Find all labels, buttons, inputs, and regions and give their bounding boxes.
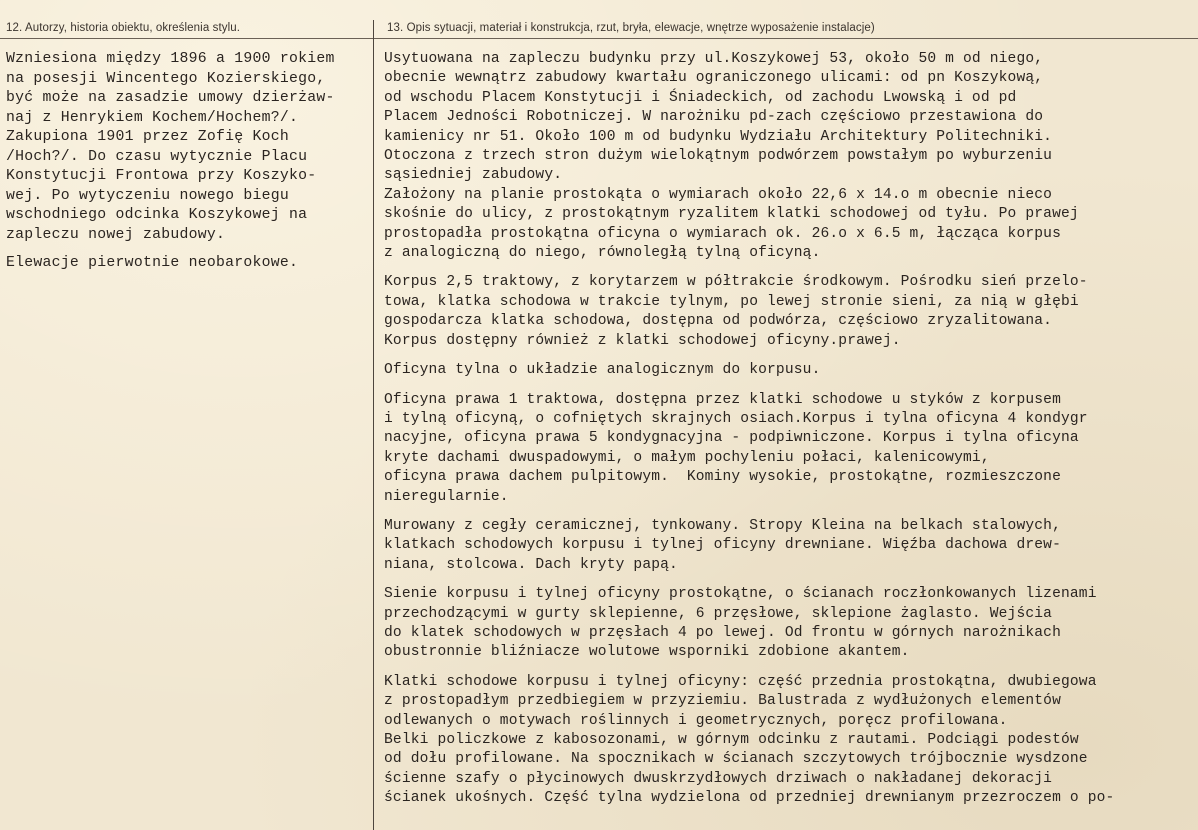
header-divider <box>0 38 1198 39</box>
text-line: z analogiczną do niego, równoległą tylną oficyną. <box>384 245 821 262</box>
text-line: towa, klatka schodowa w trakcie tylnym, po lewej stronie sieni, za nią w głębi <box>384 293 1079 310</box>
left-column <box>6 50 376 274</box>
text-line: kryte dachami dwuspadowymi, o małym pochyleniu połaci, kalenicowymi, <box>384 449 990 466</box>
text-line: nacyjne, oficyna prawa 5 kondygnacyjna - podpiwniczone. Korpus i tylna oficyna <box>384 430 1079 447</box>
text-line: do klatek schodowych w przęsłach 4 po lewej. Od frontu w górnych narożnikach <box>384 624 1061 641</box>
text-line: Belki policzkowe z kabosozonami, w górnym odcinku z rautami. Podciągi podestów <box>384 732 1079 748</box>
right-column <box>384 50 1196 819</box>
text-line: Korpus 2,5 traktowy, z korytarzem w półtrakcie środkowym. Pośrodku sień przelo- <box>384 274 1088 291</box>
text-line: Zakupiona 1901 przez Zofię Koch <box>6 129 290 145</box>
text-line: Oficyna tylna o układzie analogicznym do korpusu. <box>384 362 821 379</box>
text-line: naj z Henrykiem Kochem/Hochem?/. <box>6 109 299 126</box>
style-paragraph <box>6 254 376 274</box>
hallways-paragraph <box>384 585 1196 663</box>
text-line: i tylną oficyną, o cofniętych skrajnych osiach.Korpus i tylna oficyna 4 kondygr <box>384 410 1088 427</box>
text-line: Wzniesiona między 1896 a 1900 rokiem <box>6 51 335 67</box>
text-line: Założony na planie prostokąta o wymiarach około 22,6 x 14.o m obecnie nieco <box>384 186 1053 203</box>
text-line: odlewanych o motywach roślinnych i geometrycznych, poręcz profilowana. <box>384 712 1008 729</box>
right-column-header: 13. Opis sytuacji, materiał i konstrukcja, rzut, bryła, elewacje, wnętrze wyposażenie instalacje) <box>387 22 875 34</box>
location-paragraph <box>384 50 1196 263</box>
staircases-paragraph <box>384 673 1196 809</box>
text-line: /Hoch?/. Do czasu wytycznie Placu <box>6 148 308 165</box>
construction-paragraph <box>384 517 1196 575</box>
right-wing-paragraph <box>384 391 1196 507</box>
text-line: z prostopadłym przedbiegiem w przyziemiu. Balustrada z wydłużonych elementów <box>384 693 1061 710</box>
text-line: nieregularnie. <box>384 488 509 505</box>
text-line: skośnie do ulicy, z prostokątnym ryzalitem klatki schodowej od tyłu. Po prawej <box>384 206 1079 223</box>
text-line: kamienicy nr 51. Około 100 m od budynku Wydziału Architektury Politechniki. <box>384 128 1053 145</box>
text-line: od dołu profilowane. Na spocznikach w ścianach szczytowych trójbocznie wysdzone <box>384 751 1088 768</box>
text-line: prostopadła prostokątna oficyna o wymiarach ok. 26.o x 6.5 m, łącząca korpus <box>384 225 1061 242</box>
text-line: ścianek ukośnych. Część tylna wydzielona od przedniej drewnianym przezroczem o po- <box>384 790 1115 807</box>
text-line: klatkach schodowych korpusu i tylnej oficyny drewniane. Więźba dachowa drew- <box>384 537 1061 554</box>
text-line: oficyna prawa dachem pulpitowym. Kominy wysokie, prostokątne, rozmieszczone <box>384 469 1061 486</box>
text-line: Sienie korpusu i tylnej oficyny prostokątne, o ścianach roczłonkowanych lizenami <box>384 586 1097 603</box>
text-line: Korpus dostępny również z klatki schodowej oficyny.prawej. <box>384 332 901 349</box>
text-line: Konstytucji Frontowa przy Koszyko- <box>6 168 317 184</box>
text-line: Otoczona z trzech stron dużym wielokątnym podwórzem powstałym po wyburzeniu <box>384 148 1053 165</box>
text-line: Elewacje pierwotnie neobarokowe. <box>6 255 299 271</box>
history-paragraph <box>6 50 376 245</box>
left-column-header: 12. Autorzy, historia obiektu, określenia stylu. <box>6 22 241 34</box>
text-line: na posesji Wincentego Kozierskiego, <box>6 70 326 87</box>
text-line: niana, stolcowa. Dach kryty papą. <box>384 556 678 573</box>
text-line: Murowany z cegły ceramicznej, tynkowany. Stropy Kleina na belkach stalowych, <box>384 517 1061 534</box>
text-line: wej. Po wytyczeniu nowego biegu <box>6 187 290 204</box>
text-line: przechodzącymi w gurty sklepienne, 6 przęsłowe, sklepione żaglasto. Wejścia <box>384 605 1053 622</box>
text-line: obustronnie bliźniacze wolutowe wsporniki zdobione akantem. <box>384 644 910 661</box>
text-line: być może na zasadzie umowy dzierżaw- <box>6 90 335 106</box>
text-line: sąsiedniej zabudowy. <box>384 167 563 184</box>
text-line: od wschodu Placem Konstytucji i Śniadeckich, od zachodu Lwowską i od pd <box>384 89 1017 106</box>
text-line: obecnie wewnątrz zabudowy kwartału ograniczonego ulicami: od pn Koszykową, <box>384 70 1044 87</box>
layout-paragraph <box>384 273 1196 351</box>
rear-wing-paragraph <box>384 361 1196 380</box>
text-line: gospodarcza klatka schodowa, dostępna od podwórza, częściowo zryzalitowana. <box>384 313 1053 330</box>
text-line: Placem Jedności Robotniczej. W narożniku pd-zach częściowo przestawiona do <box>384 109 1044 126</box>
text-line: Usytuowana na zapleczu budynku przy ul.Koszykowej 53, około 50 m od niego, <box>384 51 1044 67</box>
text-line: wschodniego odcinka Koszykowej na <box>6 207 308 223</box>
text-line: Klatki schodowe korpusu i tylnej oficyny: część przednia prostokątna, dwubiegowa <box>384 673 1097 690</box>
text-line: ścienne szafy o płycinowych dwuskrzydłowych drziwach o nakładanej dekoracji <box>384 770 1053 787</box>
text-line: Oficyna prawa 1 traktowa, dostępna przez klatki schodowe u styków z korpusem <box>384 391 1061 408</box>
text-line: zapleczu nowej zabudowy. <box>6 226 226 243</box>
